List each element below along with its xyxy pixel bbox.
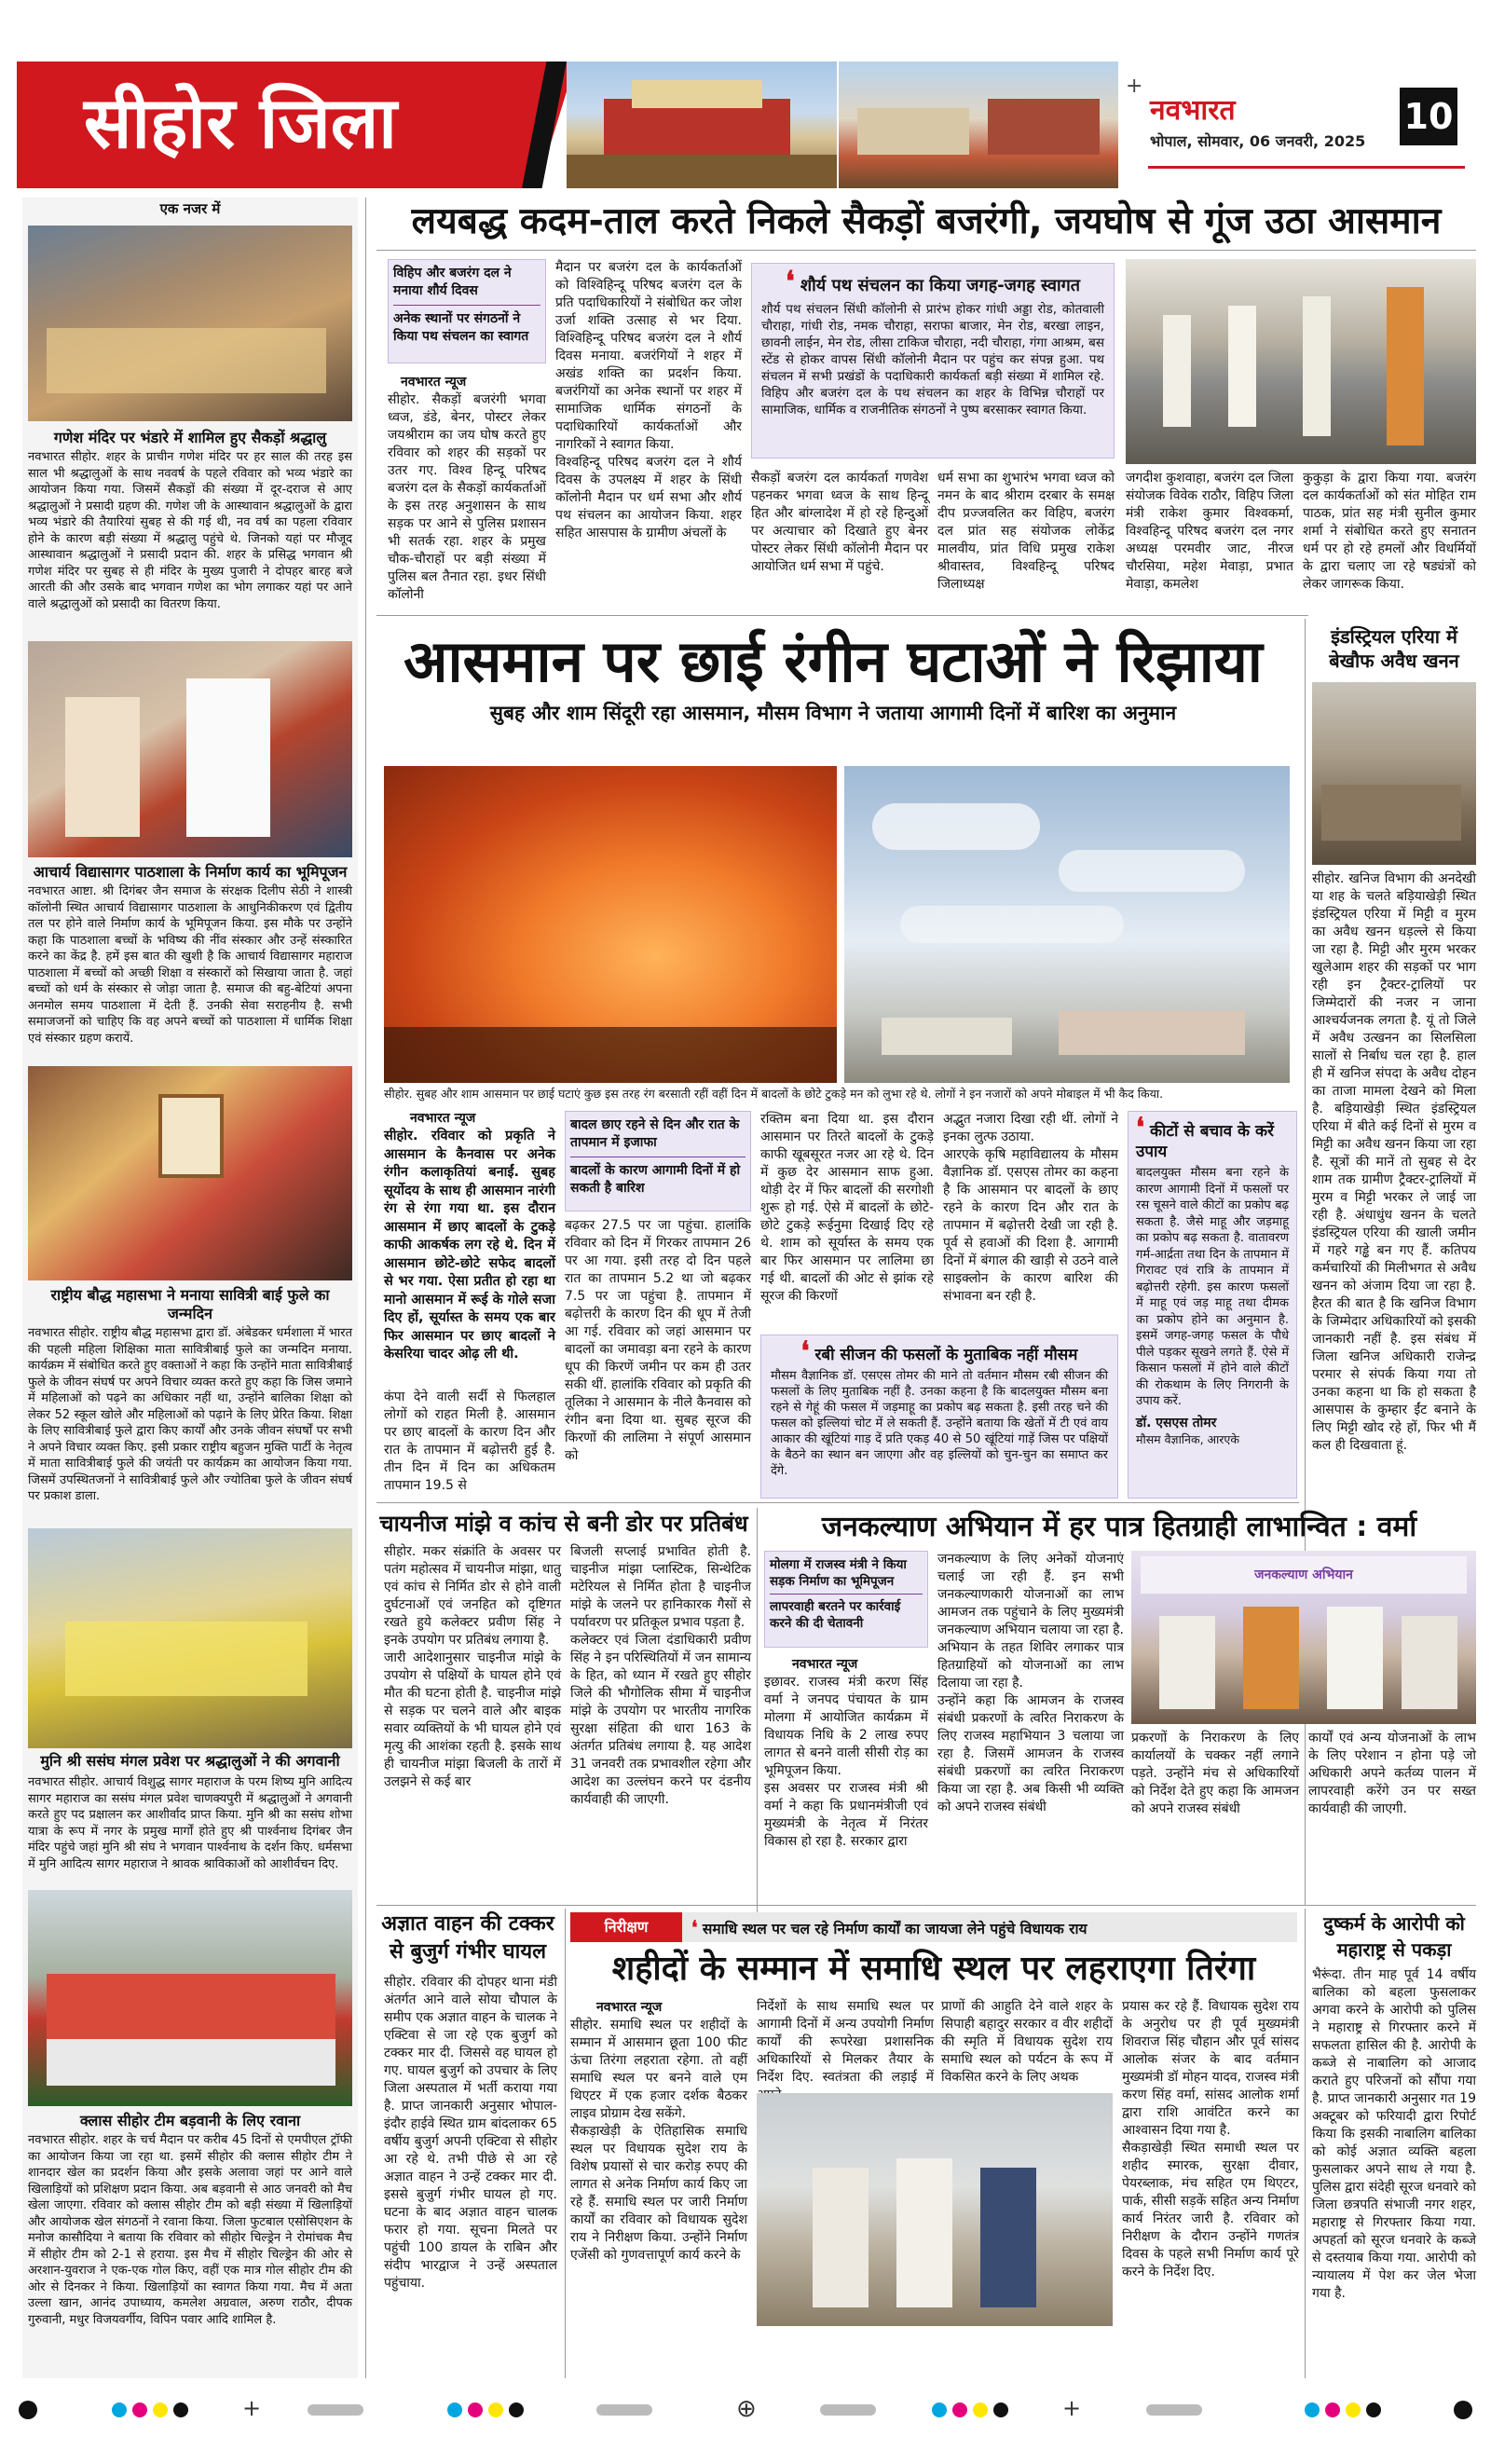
masthead-right-rule: [1148, 166, 1465, 169]
story2-quote2-title-text: कीटों से बचाव के करें उपाय: [1136, 1122, 1274, 1161]
left-item-4-text: नवभारत सीहोर. आचार्य विशुद्ध सागर महाराज के परम शिष्य मुनि आदित्य सागर महाराज का ससंघ मंगल प्रवेश चाणक्यपुरी में श्रद्धालुओं ने अगवानी करते हुए पद प्रक्षालन कर आशीर्वाद प्राप्त किया. मुनि श्री का ससंघ शोभा यात्रा के रूप में नगर के प्रमुख मार्गों होते हुए श्री पार्श्वनाथ दिगंबर जैन मंदिर पहुंचे जहां मुनि श्री संघ ने भगवान पार्श्वनाथ के दर्शन किए. धर्मसभा में मुनि आदित्य सागर महाराज ने श्रावक श्राविकाओं को आशीर्वचन दिए.: [28, 1775, 352, 1871]
story1-bottom-rule: [376, 615, 1308, 616]
story2-quote2-sig: डॉ. एसएस तोमर: [1136, 1415, 1217, 1430]
left-item-5-text: नवभारत सीहोर. शहर के चर्च मैदान पर करीब 45 दिनों से एमपीएल ट्रॉफी का आयोजन किया जा रहा था. इसमें सीहोर की क्लास सीहोर टीम ने शानदार खेल का प्रदर्शन किया और इसके अलावा जहां पर आने वाले खिलाड़ियों को प्रशिक्षण प्रदान किया. अब बड़वानी से आठ जनवरी को मैच खेला जाएगा. रविवार को क्लास सीहोर टीम को बड़ी संख्या में खिलाड़ियों और आयोजक खेल संगठनों ने रवाना किया. जिला फुटबाल एसोसिएशन के मनोज कासौदिया ने बताया कि रविवार को सीहोर चिल्ड्रेन ने रोमांचक मैच में सीहोर टीम को 2-1 से हराया. इस मैच में सीहोर चिल्ड्रेन की ओर से अरशान-युवराज ने एक-एक गोल किए, वहीं एक मात्र गोल सीहोर टीम की ओर से दिनकर ने किया. खिलाड़ियों का स्वागत किया गया. मैच में अता उल्ला खान, आनंद उपाध्याय, कमलेश अग्रवाल, अरुण राठौर, दीपक गुरुवानी, मधुर विजयवर्गीय, विपिन पवार आदि शामिल है.: [28, 2133, 352, 2327]
story5-headline: जनकल्याण अभियान में हर पात्र हितग्राही लाभान्वित : वर्मा: [821, 1511, 1417, 1543]
story7-col1: सीहोर. समाधि स्थल पर शहीदों के सम्मान में आसमान छूता 100 फीट ऊंचा तिरंगा लहराता रहेगा. तो वहीं समाधि स्थल पर बनने वाले एम थिएटर में एक हजार दर्शक बैठकर लाइव प्रोग्राम देख सकेंगे. सैकड़ाखेड़ी के ऐतिहासिक समाधि स्थल पर विधायक सुदेश राय के विशेष प्रयासों से चार करोड़ रुपए की लागत से अनेक निर्माण कार्य किए जा रहे हैं. समाधि स्थल पर जारी निर्माण कार्यों का रविवार को विधायक सुदेश राय ने निरीक्षण किया. उन्होंने निर्माण एजेंसी को गुणवत्तापूर्ण कार्य करने के: [570, 2018, 747, 2263]
mining-photo: [1312, 682, 1476, 865]
page-number: 10: [1400, 88, 1457, 145]
story7-col2: निर्देशों के साथ समाधि स्थल पर आगामी दिनों में अन्य उपयोगी निर्माण कार्यों की रूपरेखा प्रशासनिक अधिकारियों से मिलकर तैयार के निर्देश दिए. स्वतंत्रता की लड़ाई में: [757, 1999, 934, 2085]
story8-text: भैरूंदा. तीन माह पूर्व 14 वर्षीय बालिका को बहला फुसलाकर अगवा करने के आरोपी को पुलिस ने महाराष्ट्र से गिरफ्तार करने में सफलता हासिल की है. आरोपी के कब्जे से नाबालिग को आजाद कराते हुए परिजनों को सौंपा गया है. प्राप्त जानकारी अनुसार गत 19 अक्टूबर को फरियादी द्वारा रिपोर्ट किया कि इसकी नाबालिग बालिका को कोई अज्ञात व्यक्ति बहला फुसलाकर अपने साथ ले गया है. पुलिस द्वारा संदेही सूरज धनवारे को जिला छत्रपति संभाजी नगर शहर, महाराष्ट्र से गिरफ्तार किया गया. अपहर्ता को सूरज धनवारे के कब्जे से दस्तयाब किया गया. आरोपी को न्यायालय में पेश कर जेल भेजा गया है.: [1312, 1967, 1476, 2301]
story2-quote1-title-text: रबी सीजन की फसलों के मुताबिक नहीं मौसम: [814, 1346, 1078, 1364]
plus-registration-icon: +: [1126, 75, 1143, 98]
story7-byline: नवभारत न्यूज: [596, 2000, 663, 2015]
minister-stage-photo: [1131, 1551, 1476, 1724]
section-title: सीहोर जिला: [84, 81, 397, 164]
ek-nazar-label: एक नजर में: [159, 200, 221, 217]
story1-col6: कुकुड़ा के द्वारा किया गया. बजरंग दल कार्यकर्ताओं को संत मोहित राम पाठक, प्रांत सह मंत्री सुनील कुमार शर्मा ने संबोधित करते हुए सनातन धर्म पर हो रहे हमलों और विधर्मियों के द्वारा चलाए जा रहे षड्यंत्रों को लेकर जागरूक किया.: [1303, 471, 1476, 592]
quote-mark-icon: ❛: [691, 1916, 698, 1938]
story3-text: सीहोर. खनिज विभाग की अनदेखी या शह के चलते बड़ियाखेड़ी स्थित इंडस्ट्रियल एरिया में मिट्टी व मुरम का अवैध खनन धड़ल्ले से किया जा रहा है. मिट्टी और मुरम भरकर खुलेआम शहर की सड़कों पर भाग रही इन ट्रैक्टर-ट्रालियों पर जिम्मेदारों की नजर न जाना आश्चर्यजनक लगता है. यूं तो जिले में अवैध उत्खनन का सिलसिला सालों से निर्बाध चल रहा है. हाल ही में खनिज संपदा के अवैध दोहन का ताजा मामला देखने को मिला है. बड़ियाखेड़ी स्थित इंडस्ट्रियल एरिया में बीते कई दिनों से मुरम व मिट्टी का अवैध खनन किया जा रहा है. सूत्रों की मानें तो सुबह से देर शाम तक ग्रामीण ट्रैक्टर-ट्रालियों में मुरम व मिट्टी भरकर ले जाई जा रही है. अंधाधुंध खनन के चलते इंडस्ट्रियल एरिया की खाली जमीन में गहरे गड्ढे बन गए हैं. कतिपय कर्मचारियों की मिलीभगत से अवैध खनन को अंजाम दिया जा रहा है. हैरत की बात है कि खनिज विभाग के जिम्मेदार अधिकारियों को इसकी जानकारी नहीं है. इस संबंध में जिला खनिज अधिकारी राजेन्द्र परमार से संपर्क किया गया तो उनका कहना था कि हो सकता है आसपास के कुम्हार ईंट बनाने के लिए मिट्टी खोद रहे हों, फिर भी मैं कल ही दिखवाता हूं.: [1312, 871, 1476, 1453]
story2-bottom-rule: [376, 1502, 1299, 1503]
story1-quote-title-text: शौर्य पथ संचलन का किया जगह-जगह स्वागत: [800, 276, 1081, 295]
bhoomipujan-photo: [28, 641, 352, 857]
left-item-4-title: मुनि श्री ससंघ मंगल प्रवेश पर श्रद्धालुओं ने की अगवानी: [40, 1752, 340, 1770]
story1-headline-rule: [376, 250, 1476, 251]
story5-box: [764, 1551, 928, 1648]
story1-box-title: विहिप और बजरंग दल ने मनाया शौर्य दिवस: [393, 266, 512, 298]
story2-byline: नवभारत न्यूज: [410, 1111, 476, 1126]
football-team-photo: [28, 1890, 352, 2106]
fair-photo: [839, 62, 1118, 188]
story4-headline: चायनीज मांझे व कांच से बनी डोर पर प्रतिबंध: [379, 1511, 748, 1537]
story2-box-title: बादल छाए रहने से दिन और रात के तापमान में इजाफा: [570, 1117, 740, 1150]
left-item-3-text: नवभारत सीहोर. राष्ट्रीय बौद्ध महासभा द्वारा डॉ. अंबेडकर धर्मशाला में भारत की पहली महिला शिक्षिका माता सावित्रीबाई फुले का जन्मदिन मनाया. कार्यक्रम में संबोधित करते हुए वक्ताओं ने कहा कि उन्होंने माता सावित्रीबाई फुले के जीवन संघर्ष पर अपने विचार व्यक्त करते हुए कहा कि जिस जमाने में महिलाओं को पढ़ने का अधिकार नहीं था, उन्होंने बालिका शिक्षा को लेकर 52 स्कूल खोले और महिलाओं को पढ़ाने के लिए प्रेरित किया. शिक्षा के लिए सावित्रीबाई फुले द्वारा किए कार्यों और उनके जीवन संघर्षों पर सभी ने अपने विचार व्यक्त किए. इसी प्रकार राष्ट्रीय बहुजन मुक्ति पार्टी के नेतृत्व में माता सावित्रीबाई फुले की जयंती पर कार्यक्रम का आयोजन किया गया. जिसमें उपस्थितजनों ने सावित्रीबाई फुले और ज्योतिबा फुले के जीवन संघर्ष पर प्रकाश डाला.: [28, 1326, 352, 1503]
story7-col4: प्रयास कर रहे हैं. विधायक सुदेश राय के अनुरोध पर ही पूर्व मुख्यमंत्री शिवराज सिंह चौहान और पूर्व सांसद आलोक संजर के बाद वर्तमान मुख्यमंत्री डॉ मोहन यादव, राजस्व मंत्री करण सिंह वर्मा, सांसद आलोक शर्मा द्वारा राशि आवंटित करने का आश्वासन दिया गया है. सैकड़ाखेड़ी स्थित समाधी स्थल पर शहीद स्मारक, सुरक्षा दीवार, पेयरब्लाक, मंच सहित एम थिएटर, पार्क, सीसी सड़कें सहित अन्य निर्माण कार्य निरंतर जारी है. रविवार को निरीक्षण के दौरान उन्होंने गणतंत्र दिवस के पहले सभी निर्माण कार्य पूरे करने के निर्देश दिए.: [1122, 1999, 1299, 2279]
story5-col3: प्रकरणों के निराकरण के लिए कार्यालयों के चक्कर नहीं लगाने पड़ते. उन्होंने मंच से अधिकारियों को निर्देश देते हुए कहा कि आमजन को अपने राजस्व संबंधी: [1131, 1731, 1299, 1816]
story1-byline: नवभारत न्यूज: [401, 375, 467, 390]
samadhi-inspection-photo: [757, 2093, 1113, 2326]
story1-col4: धर्म सभा का शुभारंभ भगवा ध्वज को नमन के बाद श्रीराम दरबार के समक्ष दीप प्रज्जवलित कर विहिप, बजरंग दल प्रांत सह संयोजक लोकेंद्र मालवीय, प्रांत विधि प्रमुख राकेश श्रीवास्तव, विश्वहिन्दू परिषद जिलाध्यक्ष: [937, 471, 1115, 592]
left-column: [22, 198, 358, 2378]
story7-col3: प्राणों की आहुति देने वाले शहर के सिपाही बहादुर सरकार व वीर शहीदों की स्मृति में विधायक सुदेश राय समाधि स्थल को पर्यटन के रूप में विकसित करने के लिए अथक: [941, 1999, 1113, 2085]
story2-col1-rest: कंपा देने वाली सर्दी से फिलहाल लोगों को राहत मिली है. आसमान पर छाए बादलों के कारण दिन और रात के तापमान में बढ़ोत्तरी हुई है. तीन दिन में दिन का अधिकतम तापमान 19.5 से: [384, 1389, 555, 1493]
story1-col3: सैकड़ों बजरंग दल कार्यकर्ता गणवेश पहनकर भगवा ध्वज के साथ हिन्दू हित और बांग्लादेश में हो रहे हिन्दुओं पर अत्याचार को दिखाते हुए बेनर पोस्टर लेकर सिंधी कॉलोनी मैदान पर आयोजित धर्म सभा में पहुंचे.: [751, 471, 928, 574]
story4-col1: सीहोर. मकर संक्रांति के अवसर पर पतंग महोत्सव में चायनीज मांझा, धातु एवं कांच से निर्मित डोर से होने वाली दुर्घटनाओं एवं जनहित को दृष्टिगत रखते हुये कलेक्टर प्रवीण सिंह ने इनके उपयोग पर प्रतिबंध लगाया है. जारी आदेशानुसार चाइनीज मांझे के उपयोग से पक्षियों के घायल होने एवं मौत की घटना होती है. चाइनीज मांझे से सड़क पर चलने वाले और बाइक सवार व्यक्तियों के भी घायल होने एवं मृत्यु की आशंका रहती है. इसके साथ ही चायनीज मांझा बिजली के तारों में उलझने से कई बार: [384, 1544, 561, 1789]
left-item-5-title: क्लास सीहोर टीम बड़वानी के लिए रवाना: [79, 2112, 301, 2129]
story1-box-sub: अनेक स्थानों पर संगठनों ने किया पथ संचलन का स्वागत: [393, 311, 529, 344]
story2-quote2-sig2: मौसम वैज्ञानिक, आरएके: [1136, 1431, 1239, 1446]
story7-kicker-bar: [570, 1912, 1297, 1942]
story2-col4: अद्भुत नजारा दिखा रही थीं. लोगों ने इनका लुत्फ उठाया. आरएके कृषि महाविद्यालय के मौसम वैज्ञानिक डॉ. एसएस तोमर का कहना है कि आसमान पर बादलों के छाए रहने के कारण दिन और रात के तापमान में बढ़ोत्तरी देखी जा रही है. पूर्व से हवाओं की दिशा है. आगामी दिनों में बंगाल की खाड़ी से उठने वाले साइक्लोन के कारण बारिश की संभावना बन रही है.: [943, 1112, 1118, 1304]
story7-kicker-text: समाधि स्थल पर चल रहे निर्माण कार्यों का जायजा लेने पहुंचे विधायक राय: [702, 1921, 1087, 1937]
story1-headline: लयबद्ध कदम-ताल करते निकले सैकड़ों बजरंगी, जयघोष से गूंज उठा आसमान: [411, 200, 1442, 242]
left-item-3-title: राष्ट्रीय बौद्ध महासभा ने मनाया सावित्री बाई फुले का जन्मदिन: [50, 1286, 330, 1322]
story2-lead: सीहोर. रविवार को प्रकृति ने आसमान के कैनवास पर अनेक रंगीन कलाकृतियां बनाईं. सुबह सूर्योदय के साथ ही आसमान नारंगी रंग से रंगा गया था. इस दौरान आसमान में छाए बादलों के टुकड़े काफी आकर्षक लग रहे थे. दिन में आसमान छोटे-छोटे सफेद बादलों से भर गया. ऐसा प्रतीत हो रहा था मानो आसमान में रूई के गोले सजा दिए हों, सूर्यास्त के समय एक बार फिर आसमान पर छाए बादलों ने केसरिया चादर ओढ़ ली थी.: [384, 1129, 555, 1362]
story2-quote1-title: [771, 1335, 1108, 1366]
left-item-1-text: नवभारत सीहोर. शहर के प्राचीन गणेश मंदिर पर हर साल की तरह इस साल भी श्रद्धालुओं के साथ नववर्ष के पहले रविवार को भव्य भंडारे का आयोजन किया गया. जिसमें सैकड़ों की संख्या में दूर-दराज से आए श्रद्धालुओं ने प्रसादी ग्रहण की. गणेश जी के आस्थावान श्रद्धालुओं के द्वारा भव्य भंडारे की तैयारियां सुबह से की गई थी, नव वर्ष का पहला रविवार होने के कारण बड़ी संख्या में श्रद्धालु पहुंचे थे. जिनको यहां पर मौजूद आस्थावान श्रद्धालुओं ने प्रसादी प्रदान की. शहर के प्रसिद्ध भगवान श्री गणेश मंदिर पर सुबह से ही मंदिर के मुख्य पुजारी ने दोपहर बारह बजे आरती की और उसके बाद भगवान गणेश का भोग लगाकर यहां पर आने वाले श्रद्धालुओं को प्रसादी का वितरण किया.: [28, 450, 352, 611]
quote-mark-icon: ❛: [800, 1335, 810, 1366]
story8-headline: दुष्कर्म के आरोपी को महाराष्ट्र से पकड़ा: [1323, 1912, 1465, 1961]
quote-mark-icon: ❛: [1136, 1112, 1145, 1143]
story1-col1: सीहोर. सैकड़ों बजरंगी भगवा ध्वज, डंडे, बेनर, पोस्टर लेकर जयश्रीराम का जय घोष करते हुए रविवार को शहर की सड़कों पर उतर गए. विश्व हिन्दू परिषद बजरंग दल के सैकड़ों कार्यकर्ताओं के इस तरह अनुशासन के साथ सड़क पर आने से पुलिस प्रशासन भी सतर्क रहा. शहर के प्रमुख चौक-चौराहों पर बड़ी संख्या में पुलिस बल तैनात रहा. इधर सिंधी कॉलोनी: [388, 392, 546, 602]
nirikshan-label: निरीक्षण: [570, 1912, 682, 1942]
left-item-2-text: नवभारत आष्टा. श्री दिगंबर जैन समाज के संरक्षक दिलीप सेठी ने शास्त्री कॉलोनी स्थित आचार्य विद्यासागर पाठशाला के आधुनिकीकरण एवं द्वितीय तल पर होने वाले निर्माण कार्य के भूमिपूजन किया. इस मौके पर उन्होंने कहा कि पाठशाला बच्चों के भविष्य की नींव संस्कार और उन्हें संस्कारित करने का केंद्र है. हमें इस बात की खुशी है कि आचार्य विद्यासागर महाराज पाठशाला में बच्चों को अच्छी शिक्षा व संस्कारों को सिखाया जाता है. जहां बच्चों को धर्म के संस्कार से जोड़ा जाता है. समाज की बहु-बेटियां अपना अनमोल समय पाठशाला में देती हैं. उनकी सेवा सराहनीय है. सभी समाजजनों को चाहिए कि वह अपने बच्चों को पाठशाला में धार्मिक शिक्षा एवं संस्कार ग्रहण करायें.: [28, 884, 352, 1046]
left-column-rule: [365, 198, 366, 2378]
story2-box-sub: बादलों के कारण आगामी दिनों में हो सकती है बारिश: [570, 1163, 741, 1196]
cloudy-sky-photo: [844, 766, 1290, 1083]
story2-headline: आसमान पर छाई रंगीन घटाओं ने रिझाया: [404, 627, 1263, 695]
story2-quote2-text: बादलयुक्त मौसम बना रहने के कारण आगामी दिनों में फसलों पर रस चूसने वाले कीटों का प्रकोप बढ़ सकता है. जैसे माहू और जड़माहू का प्रकोप बढ़ सकता है. वातावरण गर्म-आर्द्रता तथा दिन के तापमान में गिरावट एवं रात्रि के तापमान में बढ़ोत्तरी रहेगी. इस कारण फसलों में माहू एवं जड़ माहू तथा दीमक का प्रकोप होने का अनुमान है. इसमें जगह-जगह फसल के पौधे पीले पड़कर सूखने लगते हैं. ऐसे में किसान फसलों में होने वाले कीटों की रोकथाम के लिए निगरानी के उपाय करें.: [1136, 1166, 1289, 1408]
story5-box-sub: लापरवाही बरतने पर कार्रवाई करने की दी चेतावनी: [770, 1599, 901, 1631]
story2-photo-caption: सीहोर. सुबह और शाम आसमान पर छाई घटाएं कुछ इस तरह रंग बरसाती रहीं वहीं दिन में बादलों के छोटे टुकड़े मन को लुभा रहे थे. लोगों ने इन नजारों को अपने मोबाइल में भी कैद किया.: [384, 1087, 1164, 1101]
story5-bottom-rule: [376, 1905, 1476, 1906]
story2-col3: रक्तिम बना दिया था. इस दौरान आसमान पर तिरते बादलों के टुकड़े काफी खूबसूरत नजर आ रहे थे. दिन में कुछ देर आसमान साफ हुआ. थोड़ी देर में फिर बादलों की सरगोशी शुरू हो गई. ऐसे में बादलों के छोटे-छोटे टुकड़े रूईनुमा दिखाई दिए रहे थे. शाम को सूर्यास्त के समय एक बार फिर आसमान पर लालिमा छा गई थी. बादलों की ओट से झांक रहे सूरज की किरणों: [760, 1112, 934, 1304]
muni-procession-photo: [28, 1528, 352, 1748]
story4-col2: बिजली सप्लाई प्रभावित होती है. चाइनीज मांझा प्लास्टिक, सिन्थेटिक मटेरियल से निर्मित होता है चाइनीज मांझे के जलने पर हानिकारक गैसों से पर्यावरण पर प्रतिकूल प्रभाव पड़ता है. कलेक्टर एवं जिला दंडाधिकारी प्रवीण सिंह ने इन परिस्थितियों में जन सामान्य के हित, को ध्यान में रखते हुए सीहोर जिले की भौगोलिक सीमा में चाइनीज मांझे के उपयोग पर भारतीय नागरिक सुरक्षा संहिता की धारा 163 के अंतर्गत प्रतिबंध लगाया है. यह आदेश 31 जनवरी तक प्रभावशील रहेगा और आदेश का उल्लंघन करने पर दंडनीय कार्यवाही की जाएगी.: [570, 1544, 751, 1807]
story5-byline: नवभारत न्यूज: [792, 1657, 858, 1672]
quote-mark-icon: ❛: [785, 266, 795, 298]
story2-quote1-text: मौसम वैज्ञानिक डॉ. एसएस तोमर की माने तो वर्तमान मौसम रबी सीजन की फसलों के लिए मुताबिक नहीं है. उनका कहना है कि बादलयुक्त मौसम बना रहने से गेहूं की फसल में जड़माहू का प्रकोप बढ़ सकता है. इसी तरह चने की फसल को इल्लियां चोट में ले सकती हैं. उन्होंने बताया कि खेतों में टी एवं वाय आकार की खूंटियां गाड़ दें प्रति एकड़ 40 से 50 खूंटियां गाड़ें जिस पर पक्षियों के बैठने का स्थान बन जाएगा और वह इल्लियों को चुन-चुन का समाप्त कर देंगे.: [771, 1369, 1108, 1478]
story6-headline: अज्ञात वाहन की टक्कर से बुजुर्ग गंभीर घायल: [381, 1912, 554, 1964]
story2-col2: बढ़कर 27.5 पर जा पहुंचा. हालांकि रविवार को दिन में गिरकर तापमान 26 पर आ गया. इसी तरह दो दिन पहले रात का तापमान 5.2 था जो बढ़कर 7.5 पर जा पहुंचा है. तापमान में बढ़ोत्तरी के कारण दिन की धूप में तेजी आ गई. रविवार को जहां आसमान पर बादलों का जमावड़ा बना रहने के कारण धूप की किरणें जमीन पर कम ही उतर सकी थीं. हालांकि रविवार को प्रकृति की तूलिका ने आसमान के नीले कैनवास को रंगीन बना दिया था. सुबह सूरज की किरणों की लालिमा ने संपूर्ण आसमान को: [565, 1218, 751, 1463]
story6-rule: [565, 1909, 566, 2378]
left-item-2-title: आचार्य विद्यासागर पाठशाला के निर्माण कार्य का भूमिपूजन: [33, 863, 348, 881]
bhandara-photo: [28, 226, 352, 421]
story6-text: सीहोर. रविवार की दोपहर थाना मंडी अंतर्गत आने वाले सोया चौपाल के समीप एक अज्ञात वाहन के चालक ने एक्टिवा से जा रहे एक बुजुर्ग को टक्कर मार दी. जिससे वह घायल हो गए. घायल बुजुर्ग को उपचार के लिए जिला अस्पताल में भर्ती कराया गया है. प्राप्त जानकारी अनुसार भोपाल-इंदौर हाईवे स्थित ग्राम बांदलाकर 65 वर्षीय बुजुर्ग अपनी एक्टिवा से सीहोर आ रहे थे. तभी पीछे से आ रहे अज्ञात वाहन ने उन्हें टक्कर मार दी. इससे बुजुर्ग गंभीर घायल हो गए. घटना के बाद अज्ञात वाहन चालक फरार हो गया. सूचना मिलते पर पहुंची 100 डायल के राबिन और संदीप भारद्वाज ने उन्हें अस्पताल पहुंचाया.: [384, 1975, 557, 2291]
story1-col5: जगदीश कुशवाहा, बजरंग दल जिला संयोजक विवेक राठौर, विहिप जिला मंत्री राकेश कुमार विश्वकर्मा, विश्वहिन्दू परिषद बजरंग दल नगर अध्यक्ष परमवीर जाट, नीरज चौरसिया, महेश मेवाड़ा, प्रभात मेवाड़ा, कमलेश: [1126, 471, 1293, 592]
story5-col1: इछावर. राजस्व मंत्री करण सिंह वर्मा ने जनपद पंचायत के ग्राम मोलगा में आयोजित कार्यक्रम में विधायक निधि के 2 लाख रुपए लागत से बनने वाली सीसी रोड़ का भूमिपूजन किया. इस अवसर पर राजस्व मंत्री श्री वर्मा ने कहा कि प्रधानमंत्रीजी एवं मुख्यमंत्री के नेतृत्व में निरंतर विकास हो रहा है. सरकार द्वारा: [764, 1675, 928, 1849]
stage-banner: जनकल्याण अभियान: [1141, 1556, 1467, 1594]
paper-logo: नवभारत: [1150, 94, 1236, 127]
story2-quote1: [760, 1335, 1118, 1499]
story2-quote2-title: [1136, 1112, 1289, 1162]
story1-box: [388, 259, 546, 363]
story2-box: [565, 1111, 751, 1211]
sunset-sky-photo: [384, 766, 837, 1083]
story7-headline: शहीदों के सम्मान में समाधि स्थल पर लहराएगा तिरंगा: [611, 1950, 1256, 1988]
story1-quote-text: शौर्य पथ संचलन सिंधी कॉलोनी से प्रारंभ होकर गांधी अड्डा रोड, कोतवाली चौराहा, गांधी रोड, नमक चौराहा, सराफा बाजार, मेन रोड, बरखा लाइन, छावनी लाईन, मेन रोड, लीसा टाकिज चौराहा, नदी चौराहा, गंगा आश्रम, बस स्टेंड से होकर वापस सिंधी कॉलोनी मैदान पर पहुंच कर संपन्न हुआ. पथ संचलन में सभी प्रखंडों के पदाधिकारी कार्यकर्ता बड़ी संख्या में शामिल रहे. विहिप और बजरंग दल के पथ संचलन का शहर के विभिन्न चौराहों पर सामाजिक, धार्मिक व राजनीतिक संगठनों ने पुष्प बरसाकर स्वागत किया.: [761, 302, 1104, 418]
story2-subhead: सुबह और शाम सिंदूरी रहा आसमान, मौसम विभाग ने जताया आगामी दिनों में बारिश का अनुमान: [489, 702, 1177, 724]
procession-photo: [1126, 259, 1476, 464]
story5-box-title: मोलगा में राजस्व मंत्री ने किया सड़क निर्माण का भूमिपूजन: [770, 1557, 907, 1589]
story4-rule: [757, 1508, 758, 1927]
story1-quote-title: [761, 266, 1104, 298]
left-item-1-title: गणेश मंदिर पर भंडारे में शामिल हुए सैकड़ों श्रद्धालु: [53, 429, 327, 446]
story7-kicker: [682, 1912, 1297, 1942]
story5-col4: कार्यों एवं अन्य योजनाओं के लाभ के लिए परेशान न होना पड़े जो अधिकारी अपने कर्तव्य पालन में लापरवाही करेंगे उन पर सख्त कार्यवाही की जाएगी.: [1308, 1731, 1476, 1816]
dateline: भोपाल, सोमवार, 06 जनवरी, 2025: [1150, 132, 1366, 150]
story2-quote2: [1128, 1111, 1297, 1499]
story3-headline: इंडस्ट्रियल एरिया में बेखौफ अवैध खनन: [1329, 625, 1459, 672]
story1-quote: [751, 263, 1115, 459]
masthead: [0, 0, 1491, 194]
story1-col2: मैदान पर बजरंग दल के कार्यकर्ताओं को विश्विहिन्दू परिषद बजरंग दल के प्रति पदाधिकारियों ने संबोधित कर जोश उर्जा शक्ति उत्साह से भर दिया. विश्विहिन्दू परिषद बजरंग दल ने शौर्य दिवस मनाया. बजरंगियों ने शहर में अखंड शक्ति का प्रदर्शन किया. बजरंगियों का अनेक स्थानों पर शहर में सामाजिक धार्मिक संगठनों के पदाधिकारियों कार्यकर्ताओं और नागरिकों ने स्वागत किया. विश्वहिन्दू परिषद बजरंग दल ने शौर्य दिवस के उपलक्ष्य में शहर के सिंधी कॉलोनी मैदान पर धर्म सभा और शौर्य पथ संचलन का आयोजन किया. शहर सहित आसपास के ग्रामीण अंचलों के: [555, 260, 742, 541]
temple-photo: [567, 62, 837, 188]
story7-rule: [1305, 1909, 1306, 2378]
print-registration-strip: + ⊕ +: [0, 2391, 1491, 2429]
story5-col2: जनकल्याण के लिए अनेकों योजनाएं चलाई जा रही हैं. इन सभी जनकल्याणकारी योजनाओं का लाभ आमजन तक पहुंचाने के लिए मुख्यमंत्री जनकल्याण अभियान चलाया जा रहा है. अभियान के तहत शिविर लगाकर पात्र हितग्राहियों को योजनाओं का लाभ दिलाया जा रहा है. उन्होंने कहा कि आमजन के राजस्व संबंधी प्रकरणों के त्वरित निराकरण के लिए राजस्व महाभियान 3 चलाया जा रहा है. जिसमें आमजन के राजस्व संबंधी प्रकरणों का त्वरित निराकरण किया जा रहा है. अब किसी भी व्यक्ति को अपने राजस्व संबंधी: [937, 1552, 1124, 1814]
savitribai-photo: [28, 1066, 352, 1280]
